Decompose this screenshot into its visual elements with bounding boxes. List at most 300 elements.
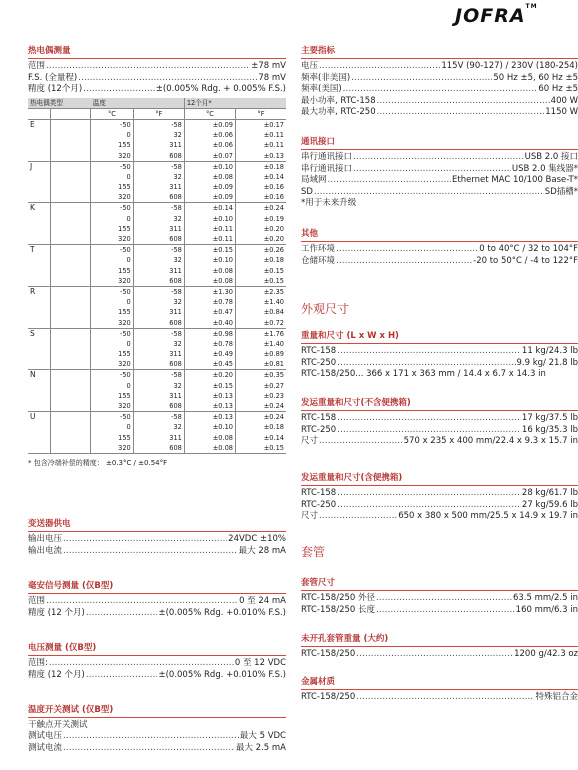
table-cell: -50 bbox=[91, 203, 134, 214]
spec-value: 0 至 12 VDC bbox=[234, 658, 286, 668]
table-cell: 608 bbox=[133, 401, 184, 412]
table-cell: ±0.08 bbox=[184, 433, 235, 443]
table-cell: 155 bbox=[91, 140, 134, 150]
table-cell: ±0.09 bbox=[184, 119, 235, 130]
spec-rows bbox=[28, 596, 286, 619]
spec-value: 78 mV bbox=[258, 72, 286, 83]
leader-dots bbox=[337, 346, 521, 358]
thermocouple-type: K bbox=[28, 203, 51, 245]
divider bbox=[28, 593, 286, 594]
spec-rows bbox=[301, 692, 578, 704]
col-accuracy: 12个月* bbox=[184, 98, 286, 109]
left-column bbox=[28, 45, 286, 469]
table-cell: 155 bbox=[91, 224, 134, 234]
thermocouple-type: E bbox=[28, 119, 51, 161]
spec-label: 局域网 bbox=[301, 175, 327, 185]
spec-row bbox=[28, 73, 286, 85]
thermocouple-type: R bbox=[28, 286, 51, 328]
section-title: 电压测量 (仅B型) bbox=[28, 643, 97, 653]
spec-row bbox=[301, 593, 578, 605]
table-cell: ±0.98 bbox=[184, 328, 235, 339]
table-cell: -50 bbox=[91, 412, 134, 423]
section-title: 其他 bbox=[301, 229, 319, 239]
table-cell: -50 bbox=[91, 370, 134, 381]
spec-row bbox=[28, 84, 286, 96]
spec-rows bbox=[301, 649, 578, 661]
leader-dots bbox=[46, 596, 238, 608]
comm-note: *用于未来升级 bbox=[301, 198, 357, 208]
divider bbox=[301, 410, 578, 411]
table-cell: ±1.30 bbox=[184, 286, 235, 297]
table-cell: ±0.08 bbox=[184, 443, 235, 454]
spec-label: 尺寸 bbox=[301, 436, 319, 446]
col-type: 热电偶类型 bbox=[28, 98, 91, 109]
spec-value: 63.5 mm/2.5 in bbox=[512, 593, 578, 603]
table-cell: 155 bbox=[91, 266, 134, 276]
spec-label: 频率(非美国) bbox=[301, 72, 351, 83]
divider bbox=[301, 590, 578, 591]
spec-value: 0 to 40°C / 32 to 104°F bbox=[479, 244, 578, 254]
spec-rows bbox=[301, 152, 578, 198]
spec-label: 精度 (12 个月) bbox=[28, 669, 85, 680]
table-cell: ±0.18 bbox=[235, 161, 286, 172]
spec-label: RTC-158 bbox=[301, 488, 337, 498]
divider bbox=[301, 646, 578, 647]
table-cell: 608 bbox=[133, 359, 184, 370]
spec-row bbox=[301, 692, 578, 704]
table-cell: ±0.89 bbox=[263, 350, 284, 359]
table-cell: ±0.78 bbox=[184, 339, 235, 349]
spec-row bbox=[301, 346, 578, 358]
spec-row bbox=[301, 256, 578, 268]
table-cell: ±0.19 bbox=[263, 214, 284, 223]
table-cell: ±0.13 bbox=[184, 412, 235, 423]
thermocouple-table bbox=[28, 98, 286, 454]
table-cell: 0 bbox=[91, 172, 134, 182]
leader-dots bbox=[86, 670, 158, 682]
spec-label: 精度 (12 个月) bbox=[28, 607, 85, 618]
table-cell: ±0.78 bbox=[184, 297, 235, 307]
table-cell: -58 bbox=[133, 161, 184, 172]
spec-row bbox=[301, 369, 578, 381]
leader-dots bbox=[63, 546, 238, 558]
spec-row bbox=[28, 670, 286, 682]
table-cell: 608 bbox=[133, 276, 184, 287]
spec-label: 尺寸 bbox=[301, 511, 319, 521]
table-cell: ±0.10 bbox=[184, 422, 235, 432]
table-cell: ±0.45 bbox=[184, 359, 235, 370]
spec-value: 最大 2.5 mA bbox=[235, 742, 286, 753]
divider bbox=[301, 343, 578, 344]
spec-value: 16 kg/35.3 lb bbox=[521, 424, 578, 435]
spec-value: ±(0.005% Rdg. + 0.005% F.S.) bbox=[155, 84, 286, 94]
unit-f: °F bbox=[235, 108, 286, 119]
spec-value: 24VDC ±10% bbox=[228, 534, 286, 544]
table-cell: 155 bbox=[91, 307, 134, 317]
table-cell: 0 bbox=[91, 339, 134, 349]
spec-label: RTC-158/250 bbox=[301, 649, 356, 659]
spec-rows bbox=[28, 61, 286, 96]
table-cell: 0 bbox=[91, 214, 134, 224]
spec-value: 50 Hz ±5, 60 Hz ±5 bbox=[493, 72, 578, 83]
section-title: 重量和尺寸 (L x W x H) bbox=[301, 331, 399, 341]
spec-label: 串行通讯接口 bbox=[301, 163, 353, 174]
sleeve-heading: 套管 bbox=[301, 545, 326, 559]
table-cell: -58 bbox=[133, 203, 184, 214]
spec-rows bbox=[28, 731, 286, 754]
spec-label: 范围: bbox=[28, 658, 48, 668]
table-cell: ±0.10 bbox=[184, 214, 235, 224]
thermocouple-type: J bbox=[28, 161, 51, 203]
table-cell: 608 bbox=[133, 234, 184, 245]
table-cell: ±0.08 bbox=[184, 266, 235, 276]
table-cell: ±0.09 bbox=[184, 182, 235, 192]
spec-row bbox=[301, 244, 578, 256]
leader-dots bbox=[328, 175, 451, 187]
comm-section bbox=[301, 136, 578, 209]
table-cell: ±0.16 bbox=[263, 183, 284, 192]
leader-dots bbox=[83, 84, 155, 96]
leader-dots bbox=[337, 500, 521, 512]
section-title: 套管尺寸 bbox=[301, 578, 336, 588]
table-cell: ±0.84 bbox=[263, 308, 284, 317]
table-row bbox=[28, 412, 286, 423]
spec-row bbox=[301, 84, 578, 96]
weight-section bbox=[301, 330, 578, 381]
table-cell: 320 bbox=[91, 359, 134, 370]
spec-row bbox=[301, 61, 578, 73]
spec-value: 60 Hz ±5 bbox=[538, 84, 578, 94]
section-title: 未开孔套管重量 (大约) bbox=[301, 634, 389, 644]
dimensions-heading: 外观尺寸 bbox=[301, 302, 350, 316]
spec-value: 11 kg/24.3 lb bbox=[521, 346, 578, 356]
table-cell: 311 bbox=[133, 349, 184, 359]
table-cell: ±0.06 bbox=[184, 140, 235, 150]
table-cell: 311 bbox=[133, 307, 184, 317]
spec-label: RTC-158 bbox=[301, 346, 337, 356]
spec-row bbox=[28, 546, 286, 558]
table-cell: ±0.13 bbox=[263, 151, 284, 160]
table-cell: ±0.18 bbox=[263, 423, 284, 432]
spec-row bbox=[28, 534, 286, 546]
table-cell: -58 bbox=[133, 370, 184, 381]
table-cell: -50 bbox=[91, 328, 134, 339]
table-cell: ±0.15 bbox=[263, 276, 284, 285]
leader-dots bbox=[49, 658, 234, 670]
leader-dots bbox=[376, 593, 512, 605]
table-cell: 311 bbox=[133, 433, 184, 443]
table-cell: ±0.18 bbox=[263, 256, 284, 265]
leader-dots bbox=[337, 413, 521, 425]
leader-dots bbox=[336, 256, 472, 268]
table-cell: 32 bbox=[133, 172, 184, 182]
table-cell: 320 bbox=[91, 443, 134, 454]
table-cell: 608 bbox=[133, 192, 184, 203]
spec-value: 17 kg/37.5 lb bbox=[521, 413, 578, 423]
spec-rows bbox=[301, 413, 578, 448]
unit-c: °C bbox=[184, 108, 235, 119]
jofra-logo: JOFRA™ bbox=[455, 3, 538, 27]
table-cell: ±0.09 bbox=[184, 192, 235, 203]
table-cell: -58 bbox=[133, 119, 184, 130]
table-cell: ±0.72 bbox=[263, 318, 284, 327]
table-cell: ±0.16 bbox=[263, 193, 284, 202]
leader-dots bbox=[46, 61, 250, 73]
spec-value: 650 x 380 x 500 mm/25.5 x 14.9 x 19.7 in bbox=[398, 511, 578, 521]
spec-row bbox=[301, 425, 578, 437]
divider bbox=[28, 655, 286, 656]
table-cell: 311 bbox=[133, 266, 184, 276]
leader-dots bbox=[376, 605, 515, 617]
table-cell: 320 bbox=[91, 234, 134, 245]
section-title: 热电偶测量 bbox=[28, 46, 71, 56]
table-cell: ±0.15 bbox=[263, 266, 284, 275]
table-cell: 32 bbox=[133, 297, 184, 307]
table-cell: 0 bbox=[91, 297, 134, 307]
table-cell: ±1.40 bbox=[263, 339, 284, 348]
leader-dots bbox=[319, 511, 397, 523]
table-cell: ±1.76 bbox=[235, 328, 286, 339]
table-cell: -50 bbox=[91, 286, 134, 297]
spec-label: 范围 bbox=[28, 596, 46, 606]
table-cell: ±1.40 bbox=[263, 298, 284, 307]
spec-label: 输出电压 bbox=[28, 534, 63, 544]
table-cell: 608 bbox=[133, 150, 184, 161]
spec-value: Ethernet MAC 10/100 Base-T* bbox=[452, 175, 578, 185]
spec-row bbox=[301, 500, 578, 512]
section-title: 发运重量和尺寸(含便携箱) bbox=[301, 473, 403, 483]
spec-label: 串行通讯接口 bbox=[301, 152, 353, 162]
table-cell: 32 bbox=[133, 422, 184, 432]
divider bbox=[28, 531, 286, 532]
spec-label: RTC-158 bbox=[301, 413, 337, 423]
spec-value: -20 to 50°C / -4 to 122°F bbox=[473, 255, 578, 266]
spec-row bbox=[28, 596, 286, 608]
table-cell: 0 bbox=[91, 381, 134, 391]
thermo-section bbox=[28, 45, 286, 469]
leader-dots bbox=[356, 692, 534, 704]
table-cell: ±0.13 bbox=[184, 401, 235, 412]
table-cell: 0 bbox=[91, 130, 134, 140]
table-cell: ±2.35 bbox=[235, 286, 286, 297]
table-cell: ±0.11 bbox=[263, 141, 284, 150]
spec-value: ±78 mV bbox=[251, 61, 286, 71]
divider bbox=[301, 241, 578, 242]
section-title: 主要指标 bbox=[301, 46, 336, 56]
table-cell: ±0.11 bbox=[184, 234, 235, 245]
leader-dots bbox=[78, 73, 257, 85]
leader-dots bbox=[356, 649, 513, 661]
leader-dots bbox=[353, 164, 511, 176]
spec-row bbox=[28, 731, 286, 743]
table-cell: ±0.08 bbox=[184, 276, 235, 287]
spec-value: 1200 g/42.3 oz bbox=[514, 649, 578, 659]
table-cell: ±0.15 bbox=[184, 381, 235, 391]
table-cell: 155 bbox=[91, 391, 134, 401]
table-footnote: * 包含冷端补偿的精度： ±0.3°C / ±0.54°F bbox=[28, 458, 168, 467]
spec-value: USB 2.0 集线器* bbox=[511, 163, 578, 174]
spec-row bbox=[301, 488, 578, 500]
spec-row bbox=[301, 73, 578, 85]
section-title: 毫安信号测量 (仅B型) bbox=[28, 581, 114, 591]
spec-value: 特殊铝合金 bbox=[535, 692, 578, 702]
table-cell: ±0.15 bbox=[263, 443, 284, 452]
table-cell: ±0.20 bbox=[263, 224, 284, 233]
spec-rows bbox=[28, 658, 286, 681]
spec-label: RTC-158/250... 366 x 171 x 363 mm / 14.4 x 6.7 x 14.3 in bbox=[301, 369, 546, 379]
table-cell: ±0.35 bbox=[235, 370, 286, 381]
spec-label: 工作环境 bbox=[301, 244, 336, 254]
spec-row bbox=[301, 605, 578, 617]
table-cell: 320 bbox=[91, 317, 134, 328]
table-cell: -58 bbox=[133, 286, 184, 297]
spec-rows bbox=[301, 346, 578, 381]
spec-rows bbox=[28, 534, 286, 557]
table-row bbox=[28, 328, 286, 339]
voltage-section bbox=[28, 642, 286, 681]
spec-value: 160 mm/6.3 in bbox=[515, 604, 578, 615]
unit-c: °C bbox=[91, 108, 134, 119]
table-cell: 0 bbox=[91, 255, 134, 265]
spec-value: 0 至 24 mA bbox=[239, 596, 286, 606]
spec-label: F.S. (全量程) bbox=[28, 72, 78, 83]
ship-nocase-section bbox=[301, 397, 578, 448]
table-cell: ±0.20 bbox=[184, 370, 235, 381]
ship-case-section bbox=[301, 472, 578, 523]
table-cell: ±0.10 bbox=[184, 161, 235, 172]
spec-row bbox=[301, 649, 578, 661]
spec-label: 最小功率, RTC-158 bbox=[301, 95, 376, 106]
thermocouple-type: U bbox=[28, 412, 51, 454]
spec-row bbox=[301, 96, 578, 108]
spec-row bbox=[301, 358, 578, 370]
spec-value: 最大 5 VDC bbox=[239, 731, 286, 741]
table-cell: 32 bbox=[133, 339, 184, 349]
table-cell: 32 bbox=[133, 130, 184, 140]
table-cell: ±0.24 bbox=[235, 203, 286, 214]
table-cell: ±0.14 bbox=[263, 433, 284, 442]
leader-dots bbox=[319, 436, 403, 448]
table-cell: ±0.20 bbox=[263, 235, 284, 244]
spec-value: 1150 W bbox=[545, 107, 578, 117]
transmitter-section bbox=[28, 518, 286, 557]
spec-rows bbox=[301, 488, 578, 523]
table-cell: 155 bbox=[91, 182, 134, 192]
leader-dots bbox=[336, 244, 478, 256]
table-cell: ±0.07 bbox=[184, 150, 235, 161]
divider bbox=[28, 58, 286, 59]
spec-row bbox=[301, 187, 578, 199]
spec-value: 27 kg/59.6 lb bbox=[521, 499, 578, 510]
spec-label: 范围 bbox=[28, 61, 46, 71]
divider bbox=[301, 485, 578, 486]
table-cell: 311 bbox=[133, 224, 184, 234]
spec-label: RTC-250 bbox=[301, 499, 337, 510]
spec-label: 仓储环境 bbox=[301, 255, 336, 266]
table-cell: 155 bbox=[91, 433, 134, 443]
table-cell: ±0.11 bbox=[184, 224, 235, 234]
spec-label: RTC-250 bbox=[301, 357, 337, 368]
spec-row bbox=[301, 175, 578, 187]
table-cell: -50 bbox=[91, 161, 134, 172]
leader-dots bbox=[337, 488, 521, 500]
table-row bbox=[28, 286, 286, 297]
leader-dots bbox=[377, 107, 545, 119]
spec-rows bbox=[301, 61, 578, 119]
spec-label: SD bbox=[301, 186, 313, 197]
unit-f: °F bbox=[133, 108, 184, 119]
leader-dots bbox=[351, 73, 492, 85]
spec-rows bbox=[301, 244, 578, 267]
leader-dots bbox=[377, 96, 550, 108]
leader-dots bbox=[337, 425, 521, 437]
table-row bbox=[28, 119, 286, 130]
spec-label: 输出电流 bbox=[28, 545, 63, 556]
table-cell: ±0.11 bbox=[263, 131, 284, 140]
spec-label: 频率(美国) bbox=[301, 84, 342, 94]
spec-label: RTC-158/250 bbox=[301, 692, 356, 702]
section-title: 变送器供电 bbox=[28, 519, 71, 529]
spec-value: USB 2.0 接口 bbox=[524, 152, 578, 162]
thermocouple-type: S bbox=[28, 328, 51, 370]
table-cell: ±0.13 bbox=[184, 391, 235, 401]
spec-value: 28 kg/61.7 lb bbox=[521, 488, 578, 498]
section-title: 温度开关测试 (仅B型) bbox=[28, 705, 114, 715]
leader-dots bbox=[343, 84, 538, 96]
section-title: 通讯接口 bbox=[301, 137, 336, 147]
table-cell: 155 bbox=[91, 349, 134, 359]
table-cell: ±0.24 bbox=[263, 402, 284, 411]
spec-value: 115V (90-127) / 230V (180-254) bbox=[441, 61, 578, 71]
leader-dots bbox=[314, 187, 544, 199]
table-cell: 320 bbox=[91, 401, 134, 412]
table-cell: 320 bbox=[91, 150, 134, 161]
table-cell: -58 bbox=[133, 328, 184, 339]
table-cell: ±0.49 bbox=[184, 349, 235, 359]
table-cell: -50 bbox=[91, 119, 134, 130]
other-section bbox=[301, 228, 578, 267]
section-title: 发运重量和尺寸(不含便携箱) bbox=[301, 398, 411, 408]
spec-rows bbox=[301, 593, 578, 616]
spec-row bbox=[301, 436, 578, 448]
leader-dots bbox=[337, 358, 515, 370]
table-cell: 311 bbox=[133, 140, 184, 150]
sleeve-section bbox=[301, 577, 578, 616]
table-cell: ±0.27 bbox=[263, 381, 284, 390]
table-cell: ±0.08 bbox=[184, 172, 235, 182]
divider bbox=[28, 717, 286, 718]
spec-value: SD插槽* bbox=[544, 186, 578, 197]
leader-dots bbox=[86, 608, 158, 620]
spec-label: 测试电压 bbox=[28, 731, 63, 741]
table-cell: 311 bbox=[133, 182, 184, 192]
table-cell: 311 bbox=[133, 391, 184, 401]
table-cell: ±0.10 bbox=[184, 255, 235, 265]
table-cell: ±0.26 bbox=[235, 245, 286, 256]
spec-value: 9.9 kg/ 21.8 lb bbox=[516, 357, 578, 368]
col-temp: 温度 bbox=[91, 98, 185, 109]
table-cell: -58 bbox=[133, 412, 184, 423]
leader-dots bbox=[319, 61, 440, 73]
spec-label: 电压 bbox=[301, 61, 319, 71]
table-cell: ±0.47 bbox=[184, 307, 235, 317]
spec-value: 400 W bbox=[550, 95, 578, 106]
leader-dots bbox=[63, 731, 239, 743]
spec-label: RTC-158/250 长度 bbox=[301, 604, 375, 615]
spec-row bbox=[301, 107, 578, 119]
spec-value: 最大 28 mA bbox=[238, 545, 286, 556]
spec-label: 最大功率, RTC-250 bbox=[301, 107, 376, 117]
